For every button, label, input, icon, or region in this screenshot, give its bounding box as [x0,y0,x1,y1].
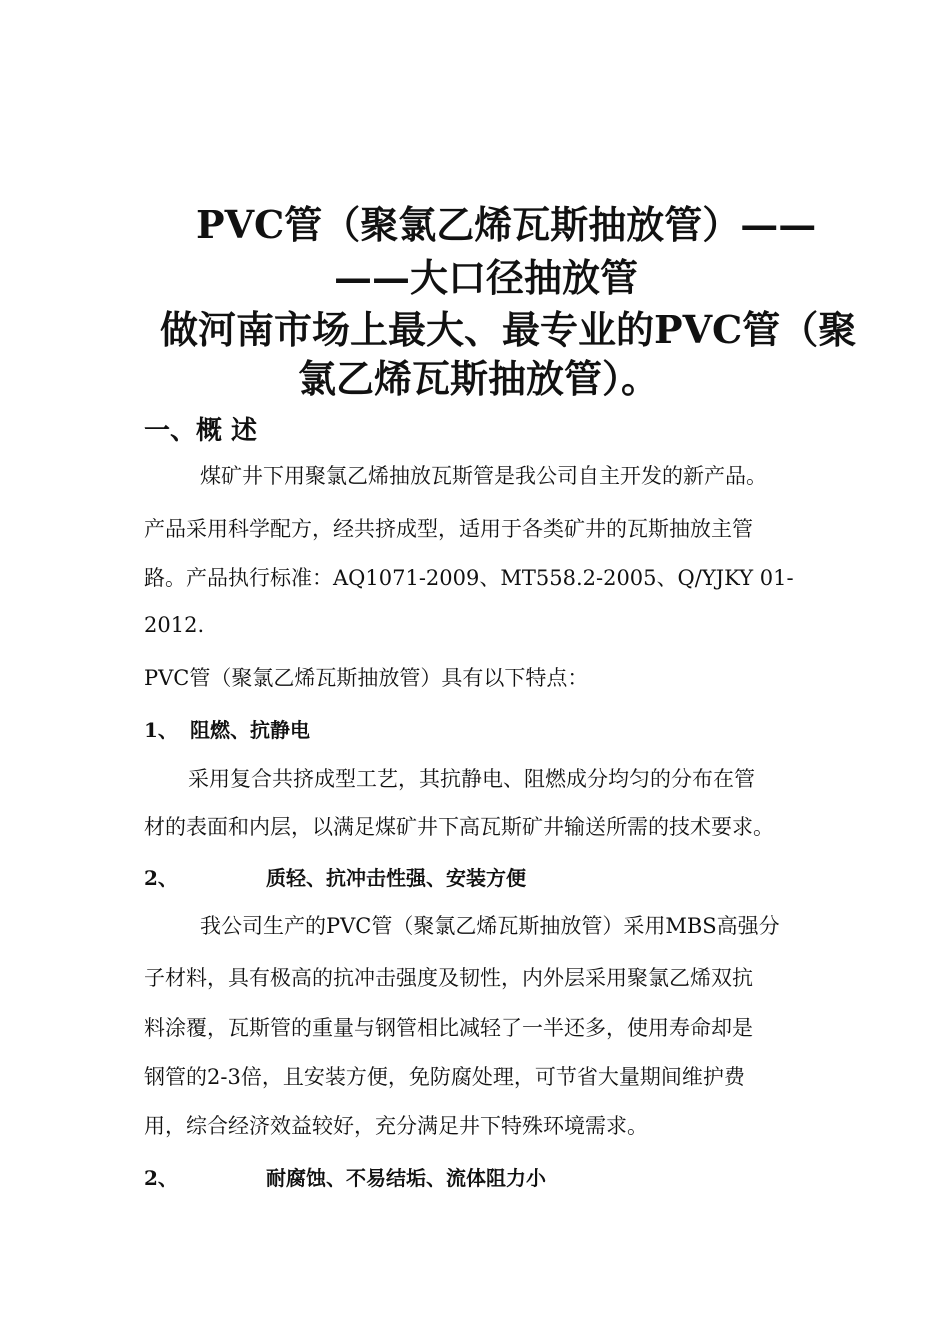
features-intro: PVC管（聚氯乙烯瓦斯抽放管）具有以下特点： [144,666,589,690]
feature-2-text-line-2: 子材料，具有极高的抗冲击强度及韧性，内外层采用聚氯乙烯双抗 [144,966,753,990]
feature-1-number: 1、 [144,718,178,742]
feature-3-title: 耐腐蚀、不易结垢、流体阻力小 [266,1166,546,1190]
feature-2-text-line-3: 料涂覆，瓦斯管的重量与钢管相比减轻了一半还多，使用寿命却是 [144,1016,753,1040]
feature-2-text-line-5: 用，综合经济效益较好，充分满足井下特殊环境需求。 [144,1114,648,1138]
title-line-2: ——大口径抽放管 [334,255,639,300]
feature-1-text-line-2: 材的表面和内层，以满足煤矿井下高瓦斯矿井输送所需的技术要求。 [144,815,774,839]
feature-2-title: 质轻、抗冲击性强、安装方便 [266,866,526,890]
overview-paragraph-line-2: 产品采用科学配方，经共挤成型，适用于各类矿井的瓦斯抽放主管 [144,517,753,541]
feature-1-text-line-1: 采用复合共挤成型工艺，其抗静电、阻燃成分均匀的分布在管 [188,767,755,791]
feature-2-text-line-4: 钢管的2-3倍，且安装方便，免防腐处理，可节省大量期间维护费 [144,1065,745,1089]
feature-2-text-line-1: 我公司生产的PVC管（聚氯乙烯瓦斯抽放管）采用MBS高强分 [200,914,780,938]
title-line-4: 氯乙烯瓦斯抽放管）。 [298,356,660,401]
feature-2-number: 2、 [144,866,178,890]
overview-paragraph-line-3: 路。产品执行标准：AQ1071-2009、MT558.2-2005、Q/YJKY 01- [144,566,794,590]
section-heading-overview: 一、概 述 [144,416,258,446]
feature-1-title: 阻燃、抗静电 [190,718,310,742]
title-line-1: PVC管（聚氯乙烯瓦斯抽放管）—— [196,202,817,247]
feature-3-number: 2、 [144,1166,178,1190]
overview-paragraph-line-1: 煤矿井下用聚氯乙烯抽放瓦斯管是我公司自主开发的新产品。 [200,464,767,488]
title-line-3: 做河南市场上最大、最专业的PVC管（聚 [160,307,857,352]
overview-paragraph-line-4: 2012. [144,613,205,637]
